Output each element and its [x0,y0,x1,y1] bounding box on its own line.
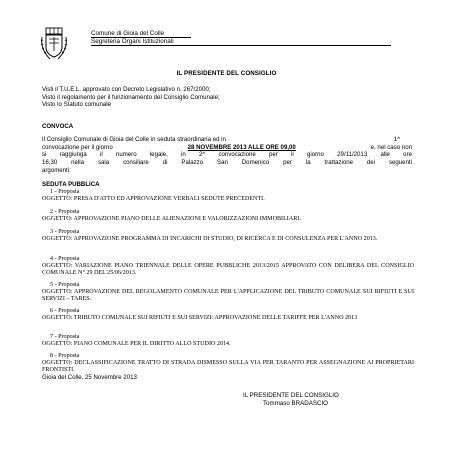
agenda-item [42,209,414,223]
seduta-heading: SEDUTA PUBBLICA [42,181,100,188]
agenda-item-number: 5 - Proposta [50,282,80,288]
agenda-item-number: 6 - Proposta [50,308,80,314]
agenda-item-subject: OGGETTO: TRIBUTO COMUNALE SUI RIFIUTI E SUI SERVIZI: APPROVAZIONE DELLE TARIFFE PER L'ANNO 2013 [42,315,358,322]
agenda-item-number: 2 - Proposta [50,209,80,215]
agenda-item-number: 8 - Proposta [50,353,80,359]
agenda-item-subject: OGGETTO: VARIAZIONE PIANO TRIENNALE DELLE OPERE PUBBLICHE 2013/2015 APPROVATO CON DELIBERA DEL CONSIGLIO COMUNALE N° 29 DEL 25/06/2013. [42,263,414,277]
convocation-date: 28 NOVEMBRE 2013 ALLE ORE 09,00 [187,143,296,151]
signature-role: IL PRESIDENTE DEL CONSIGLIO [243,392,339,399]
agenda-item-number: 4 - Proposta [50,256,80,262]
convoca-paragraph [42,136,412,175]
agenda-item-subject: OGGETTO: APPROVAZIONE PROGRAMMA DI INCARICHI DI STUDIO, DI RICERCA E DI CONSULENZA PER L'ANNO 2013. [42,236,378,243]
convoca-line: argomenti: [42,166,71,174]
convoca-line: convocazione per il giorno [42,143,113,151]
header-divider-short [91,37,191,38]
agenda-item-subject: OGGETTO: PIANO COMUNALE PER IL DIRITTO ALLO STUDIO 2014. [42,341,231,348]
agenda-item [42,334,414,348]
signature-block [243,392,339,407]
header-municipality: Comune di Gioia del Colle [91,30,165,37]
agenda-item-number: 7 - Proposta [50,334,80,340]
agenda-item [42,353,414,374]
agenda-item-number: 1 - Proposta [50,189,80,195]
agenda-item [42,256,414,277]
agenda-item [42,308,414,322]
agenda-item [42,282,414,303]
convoca-line: si raggiunga il numero legale, in 2^ convocazione per il giorno 29/11/2013 alle ore [42,151,412,159]
visti-line: Visti il T.U.E.L. approvato con Decreto Legislativo n. 267/2000; [42,86,211,93]
agenda-item-number: 3 - Proposta [50,229,80,235]
agenda-item [42,189,414,203]
visti-line: Visto lo Statuto comunale [42,101,111,109]
convoca-line: e, nel caso non [370,143,412,151]
agenda-item-subject: OGGETTO: DECLASSIFICAZIONE TRATTO DI STRADA DISMESSO SULLA VIA PER TARANTO PER ASSEGNAZIONE AI PROPRIETARI FRONTISTI. [42,360,414,374]
convoca-line: 16,30 nella sala consiliare di Palazzo San Domenico per la trattazione dei seguenti [42,159,412,167]
municipal-crest-icon [40,27,68,61]
header-office: Segreteria Organi Istituzionali [91,38,174,45]
agenda-item-subject: OGGETTO: APPROVAZIONE PIANO DELLE ALIENAZIONI E VALORIZZAZIONI IMMOBILIARI. [42,216,301,223]
convoca-line: Il Consiglio Comunale di Gioia del Colle in seduta straordinaria ed in [42,136,226,143]
convoca-line-tail: 1^ [393,136,400,143]
visti-line: Visto il regolamento per il funzionamento del Consiglio Comunale; [42,93,220,101]
place-date: Gioia del Colle, 25 Novembre 2013 [42,374,137,381]
visti-block [42,86,412,109]
agenda-item-subject: OGGETTO: PRESA D'ATTO ED APPROVAZIONE VERBALI SEDUTE PRECEDENTI. [42,196,265,203]
signature-name: Tommaso BRADASCIO [263,399,328,407]
header-divider [91,45,391,46]
convoca-heading: CONVOCA [42,123,74,130]
agenda-item [42,229,414,243]
document-header [91,30,174,46]
agenda-item-subject: OGGETTO: APPROVAZIONE DEL REGOLAMENTO COMUNALE PER L'APPLICAZIONE DEL TRIBUTO COMUNALE SUI RIFIUTI E SUI SERVIZI – TARES. [42,289,414,303]
document-title: IL PRESIDENTE DEL CONSIGLIO [176,70,277,77]
